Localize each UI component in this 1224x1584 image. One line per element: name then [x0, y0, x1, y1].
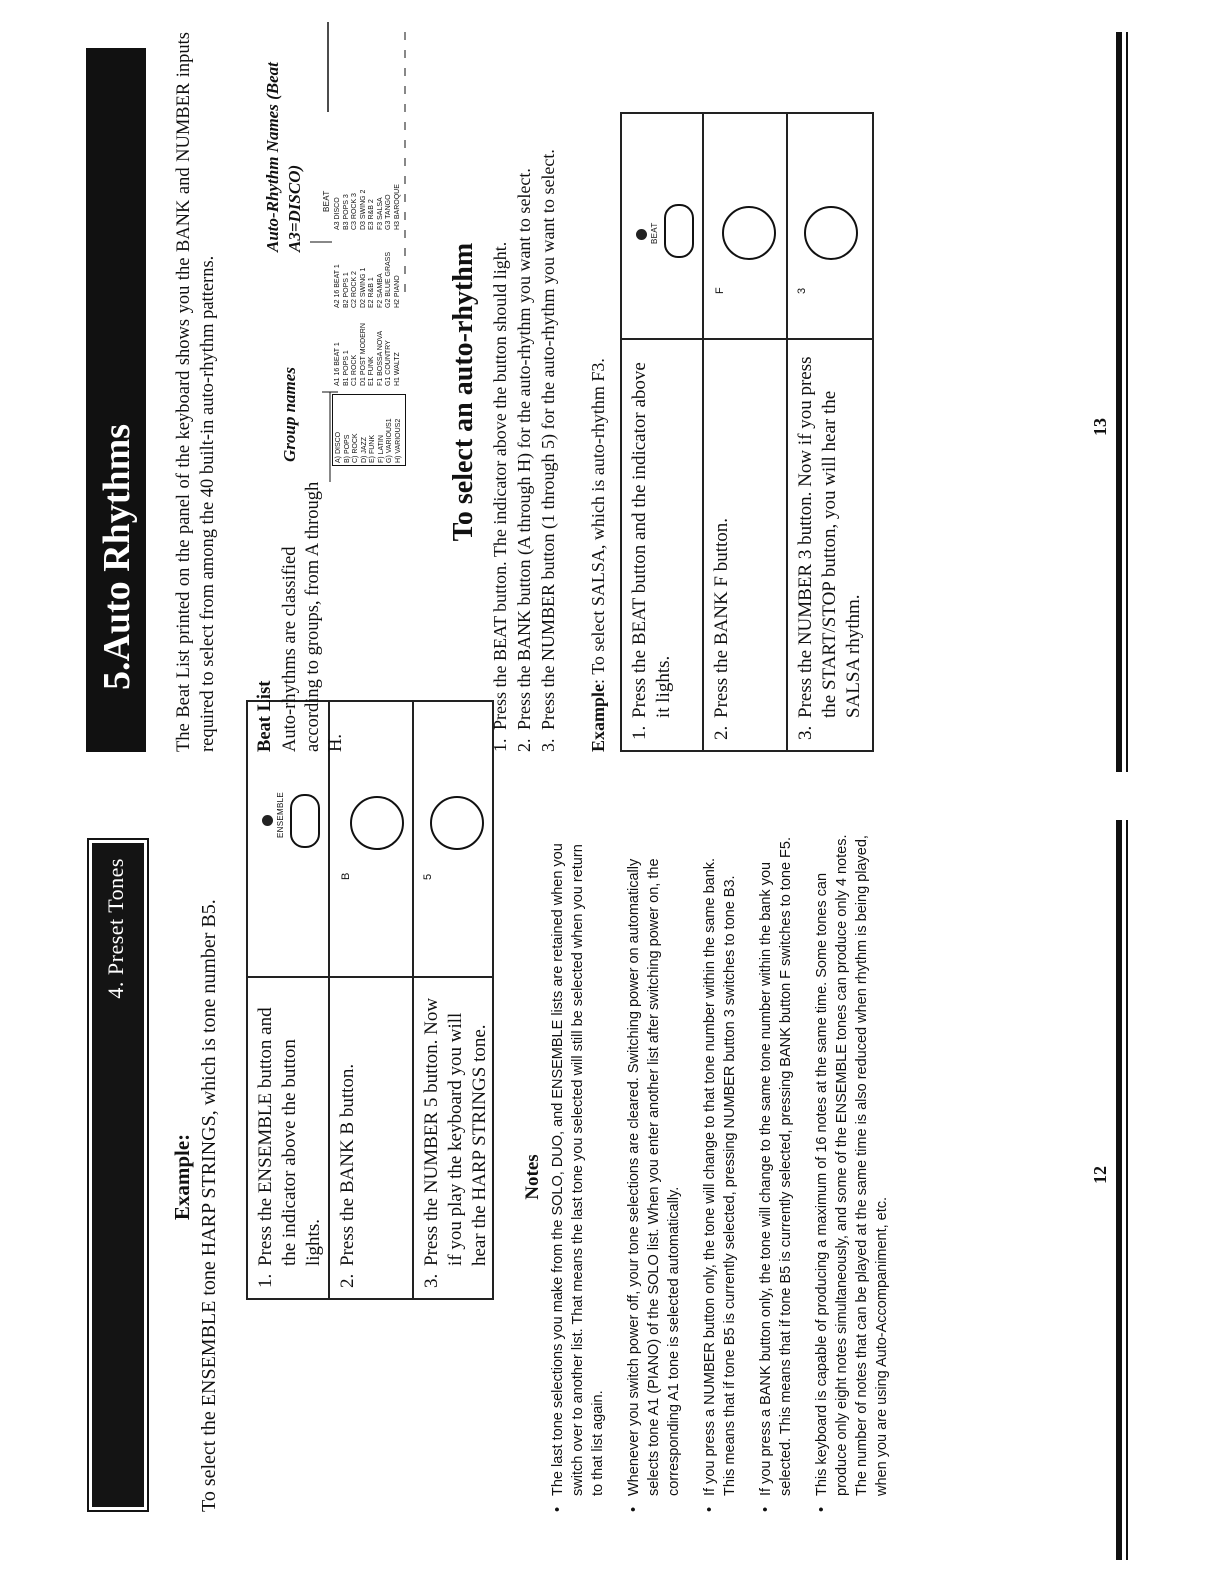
group-names-label: Group names	[280, 367, 299, 462]
step-text: Press the ENSEMBLE button and the indicator above the button lights.	[255, 1007, 324, 1266]
bank-f-button-icon	[722, 206, 776, 260]
note-item: • If you press a BANK button only, the tone will change to the same tone number within the bank you selected. This means that if tone B5 is currently selected, pressing BANK button F switches to tone F5.	[756, 832, 796, 1512]
step-row	[787, 113, 873, 751]
step-text: Press the NUMBER 5 button. Now if you play the keyboard you will hear the HARP STRINGS tone.	[421, 997, 490, 1266]
select-step	[488, 32, 512, 752]
step-text-cell	[787, 339, 873, 751]
note-item: • Whenever you switch power off, your tone selections are cleared. Switching power on automatically selects tone A1 (PIANO) of the SOLO list. When you enter another list after switching power on, the corresponding A1 tone is selected automatically.	[624, 832, 684, 1512]
step-text: Press the NUMBER 3 button. Now if you press the START/STOP button, you will hear the SALSA rhythm.	[795, 356, 864, 718]
example-title: Example:	[170, 1133, 194, 1221]
number-3-button-icon	[804, 206, 858, 260]
step-row	[703, 113, 787, 751]
section-header	[87, 838, 149, 1512]
steps-table	[620, 112, 874, 752]
step-number: 1.	[629, 725, 650, 740]
intro-paragraph: The Beat List printed on the panel of the keyboard shows you the BANK and NUMBER inputs required to select from among the 40 built-in auto-rhythm patterns.	[174, 32, 218, 752]
section-header-title: 5.Auto Rhythms	[96, 423, 138, 690]
diagram-entry: F1 BOSSA NOVA	[376, 330, 384, 386]
example-text: : To select SALSA, which is auto-rhythm F3.	[588, 358, 608, 684]
notes-list	[548, 832, 908, 1512]
select-steps-list	[488, 32, 560, 752]
diagram-entry: A3 DISCO	[334, 197, 341, 230]
example-line	[588, 358, 609, 752]
step-text-cell	[621, 339, 703, 751]
diagram-entry: G) VARIOUS1	[386, 418, 393, 463]
footer-rule-thin	[1126, 820, 1128, 1560]
section-header	[86, 48, 146, 752]
diagram-entry: E2 R&B 1	[368, 277, 375, 308]
step-number: 3.	[421, 1273, 442, 1288]
step-graphic-cell	[703, 113, 787, 339]
footer-rule-thin	[1126, 32, 1128, 772]
diagram-entry: D3 SWING 2	[359, 189, 367, 230]
number-5-label: 5	[422, 873, 434, 880]
note-item: • The last tone selections you make from the SOLO, DUO, and ENSEMBLE lists are retained when you switch over to another list. That means the last tone you selected will still be selected when you return to that list again.	[548, 832, 608, 1512]
diagram-entry: G1 COUNTRY	[385, 340, 392, 386]
page-number: 12	[1090, 1166, 1110, 1184]
diagram-entry: C1 ROCK	[351, 354, 358, 386]
step-text: Press the BANK B button.	[337, 1063, 358, 1266]
auto-rhythm-names-label: Auto-Rhythm Names (Beat A3=DISCO)	[263, 62, 304, 252]
beat-button-icon	[664, 204, 694, 258]
step-number: 3.	[795, 725, 816, 740]
number-5-button-icon	[430, 796, 484, 850]
diagram-entry: H3 BAROQUE	[393, 184, 401, 230]
note-item: • If you press a NUMBER button only, the tone will change to that tone number within the same bank. This means that if tone B5 is currently selected, pressing NUMBER button 3 switches to tone B3.	[700, 832, 740, 1512]
diagram-entry: D1 POST MODERN	[359, 323, 367, 386]
diagram-entry: C3 ROCK 3	[351, 193, 358, 230]
diagram-entry: F3 SALSA	[376, 197, 384, 230]
diagram-entry: G2 BLUE GRASS	[385, 251, 392, 308]
example-intro: To select the ENSEMBLE tone HARP STRINGS, which is tone number B5.	[198, 899, 220, 1512]
example-label: Example	[588, 683, 608, 752]
bank-b-label: B	[340, 872, 352, 880]
diagram-entry: D2 SWING 1	[359, 267, 367, 308]
diagram-entry: B) POPS	[343, 434, 351, 463]
beat-list-title: Beat List	[255, 680, 275, 752]
ensemble-label: ENSEMBLE	[276, 792, 285, 838]
step-text-cell	[703, 339, 787, 751]
diagram-leader-lines	[300, 12, 410, 492]
select-step	[536, 32, 560, 752]
beat-label: BEAT	[650, 222, 659, 244]
diagram-entry: A) DISCO	[335, 431, 342, 463]
diagram-entry: C2 ROCK 2	[351, 271, 358, 308]
section-header-title: 4. Preset Tones	[103, 858, 128, 999]
diagram-entry: D) JAZZ	[360, 436, 368, 463]
select-title: To select an auto-rhythm	[448, 242, 479, 542]
step-number: 2.	[711, 725, 732, 740]
diagram-entry: H1 WALTZ	[393, 352, 401, 386]
diagram-entry: C) ROCK	[352, 433, 359, 463]
diagram-entry: E3 R&B 2	[368, 199, 375, 230]
beat-header-label: BEAT	[322, 190, 331, 212]
step-text: Press the BANK F button.	[711, 517, 732, 718]
diagram-entry: A1 16 BEAT 1	[334, 342, 341, 386]
diagram-entry: B1 POPS 1	[342, 350, 350, 386]
step-text-cell	[413, 977, 493, 1299]
diagram-entry: A2 16 BEAT 1	[334, 264, 341, 308]
step-graphic-cell	[621, 113, 703, 339]
page-number: 13	[1090, 418, 1110, 436]
diagram-entry: E) FUNK	[369, 435, 376, 463]
indicator-light-icon	[262, 815, 273, 826]
diagram-entry: B2 POPS 1	[342, 272, 350, 308]
diagram-entry: H2 PIANO	[393, 275, 401, 308]
note-item: • This keyboard is capable of producing a maximum of 16 notes at the same time. Some tones can produce only eight notes simultaneously, and some of the ENSEMBLE tones can produce only 4 notes. The number of notes that can be played at the same time is also reduced when rhythm is being played, when you are using Auto-Accompaniment, etc.	[812, 832, 892, 1512]
footer-rule	[1116, 32, 1122, 772]
step-text: Press the BANK button (A through H) for the auto-rhythm you want to select.	[514, 168, 534, 730]
diagram-entry: H) VARIOUS2	[394, 418, 402, 463]
diagram-entry: E1 FUNK	[368, 356, 375, 386]
diagram-entry: G3 TANGO	[385, 194, 392, 230]
diagram-entry: F) LATIN	[377, 435, 385, 463]
step-graphic-cell	[787, 113, 873, 339]
diagram-entry: B3 POPS 3	[342, 194, 350, 230]
select-step	[512, 32, 536, 752]
step-number: 1.	[490, 738, 510, 752]
ensemble-button-icon	[290, 794, 320, 848]
step-text: Press the NUMBER button (1 through 5) for the auto-rhythm you want to select.	[538, 149, 558, 730]
notes-title: Notes	[522, 1154, 543, 1200]
step-number: 3.	[538, 738, 558, 752]
footer-rule	[1116, 820, 1122, 1560]
step-number: 2.	[514, 738, 534, 752]
step-text: Press the BEAT button. The indicator above the button should light.	[490, 241, 510, 730]
step-row	[621, 113, 703, 751]
number-3-label: 3	[796, 287, 808, 294]
bank-f-label: F	[714, 287, 726, 294]
indicator-light-icon	[636, 229, 647, 240]
step-number: 1.	[255, 1273, 276, 1288]
step-number: 2.	[337, 1273, 358, 1288]
bank-b-button-icon	[350, 796, 404, 850]
step-text: Press the BEAT button and the indicator above it lights.	[629, 362, 674, 718]
beat-list-text: Auto-rhythms are classified according to groups, from A through H.	[280, 481, 346, 752]
step-text-cell	[247, 977, 329, 1299]
step-text-cell	[329, 977, 413, 1299]
diagram-entry: F2 SAMBA	[376, 273, 384, 308]
page-12	[0, 792, 1224, 1584]
